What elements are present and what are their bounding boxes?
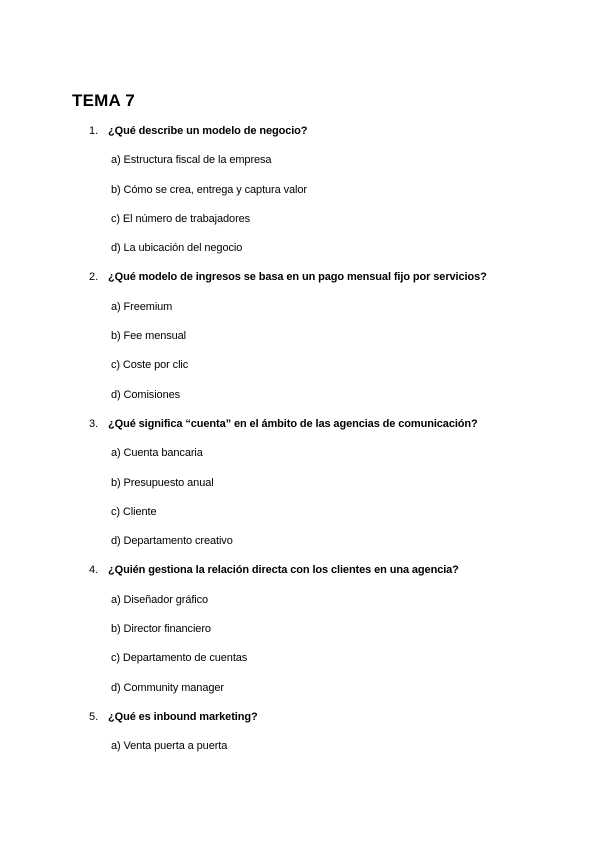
question-number: 4. [89,564,99,577]
question-text: ¿Qué describe un modelo de negocio? [108,125,308,137]
answer-option: b) Cómo se crea, entrega y captura valor [111,183,307,196]
question-number: 3. [89,417,99,430]
answer-option: b) Presupuesto anual [111,476,214,489]
answer-option: c) Cliente [111,505,157,518]
answer-option: c) Coste por clic [111,359,189,372]
question-number: 2. [89,271,99,284]
answer-option: d) La ubicación del negocio [111,242,243,255]
question-heading [72,417,542,446]
answer-options [72,593,542,710]
answer-option: c) El número de trabajadores [111,212,251,225]
answer-option: a) Venta puerta a puerta [111,740,228,753]
question-text: ¿Qué significa “cuenta” en el ámbito de las agencias de comunicación? [108,417,478,430]
answer-option: b) Director financiero [111,623,211,636]
question-heading [72,710,542,739]
question-heading [72,124,542,153]
answer-option: a) Cuenta bancaria [111,447,203,460]
answer-options [72,446,542,563]
answer-options [72,739,542,768]
question-number: 1. [89,125,99,137]
page-title: TEMA 7 [72,91,135,110]
answer-option: c) Departamento de cuentas [111,652,248,665]
answer-option: d) Departamento creativo [111,535,233,548]
question-item [72,270,542,416]
question-list [72,124,542,769]
question-item [72,417,542,563]
answer-option: a) Diseñador gráfico [111,593,209,606]
question-item [72,563,542,709]
question-number: 5. [89,710,99,723]
question-text: ¿Quién gestiona la relación directa con los clientes en una agencia? [108,564,459,577]
answer-option: d) Community manager [111,681,224,694]
question-heading [72,563,542,592]
answer-option: b) Fee mensual [111,330,187,343]
answer-option: a) Estructura fiscal de la empresa [111,154,272,167]
answer-options [72,300,542,417]
answer-option: a) Freemium [111,300,173,313]
question-text: ¿Qué modelo de ingresos se basa en un pago mensual fijo por servicios? [108,271,487,284]
question-item [72,124,542,270]
question-item [72,710,542,769]
question-text: ¿Qué es inbound marketing? [108,710,258,723]
answer-option: d) Comisiones [111,388,181,401]
answer-options [72,153,542,270]
question-heading [72,270,542,299]
